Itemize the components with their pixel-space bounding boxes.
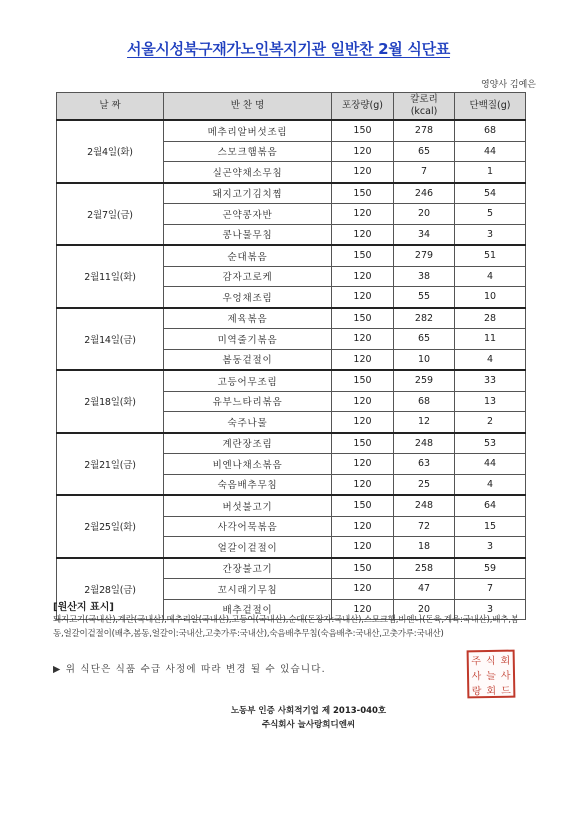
header-kcal-line1: 칼로리 [410,94,438,105]
pack-cell: 120 [332,579,394,600]
dish-cell: 제육볶음 [164,308,332,329]
pack-cell: 150 [332,370,394,391]
company-certification: 노동부 인증 사회적기업 제 2013-040호 [230,706,387,716]
pack-cell: 150 [332,183,394,204]
protein-cell: 5 [455,204,526,225]
menu-body [57,120,526,620]
pack-cell: 120 [332,474,394,495]
pack-cell: 120 [332,391,394,412]
stamp-char: 식 [485,655,496,668]
kcal-cell: 34 [394,224,455,245]
kcal-cell: 20 [394,204,455,225]
date-cell: 2월18일(화) [57,370,164,433]
pack-cell: 120 [332,204,394,225]
kcal-cell: 68 [394,391,455,412]
company-seal-stamp [467,650,516,699]
protein-cell: 64 [455,495,526,516]
kcal-cell: 248 [394,495,455,516]
date-cell: 2월14일(금) [57,308,164,371]
pack-cell: 120 [332,329,394,350]
pack-cell: 150 [332,495,394,516]
pack-cell: 150 [332,433,394,454]
pack-cell: 120 [332,141,394,162]
pack-cell: 120 [332,349,394,370]
origin-text: 돼지고기(국내산),계란(국내산),메추리알(국내산),고등어(국내산),순대(돈장자:국내산),스모크햄,비엔나(돈육,계육:국내산),배추,봄동,얼갈이겉절이(배추,봄동,얼갈이:국내산,고춧가루:국내산),숙음배추무침(숙음배추:국내산,고춧가루:국내산) [53,615,519,639]
pack-cell: 150 [332,308,394,329]
dish-cell: 돼지고기김치찜 [164,183,332,204]
menu-table [56,92,526,620]
protein-cell: 53 [455,433,526,454]
header-protein: 단백질(g) [455,93,526,121]
pack-cell: 120 [332,516,394,537]
kcal-cell: 258 [394,558,455,579]
dish-cell: 꼬시래기무침 [164,579,332,600]
protein-cell: 4 [455,474,526,495]
protein-cell: 33 [455,370,526,391]
protein-cell: 13 [455,391,526,412]
stamp-char: 사 [500,670,511,682]
kcal-cell: 38 [394,266,455,287]
kcal-cell: 25 [394,474,455,495]
protein-cell: 68 [455,120,526,141]
dish-cell: 실곤약채소무침 [164,162,332,183]
protein-cell: 15 [455,516,526,537]
kcal-cell: 72 [394,516,455,537]
stamp-char: 드 [501,685,511,697]
pack-cell: 120 [332,537,394,558]
protein-cell: 44 [455,454,526,475]
protein-cell: 44 [455,141,526,162]
dish-cell: 우엉채조림 [164,287,332,308]
dish-cell: 스모크햄볶음 [164,141,332,162]
header-kcal [394,93,455,121]
pack-cell: 120 [332,224,394,245]
dish-cell: 사각어묵볶음 [164,516,332,537]
protein-cell: 3 [455,224,526,245]
pack-cell: 120 [332,599,394,620]
kcal-cell: 278 [394,120,455,141]
protein-cell: 51 [455,245,526,266]
kcal-cell: 259 [394,370,455,391]
date-cell: 2월4일(화) [57,120,164,183]
date-cell: 2월11일(화) [57,245,164,308]
kcal-cell: 65 [394,141,455,162]
dish-cell: 곤약콩자반 [164,204,332,225]
pack-cell: 150 [332,120,394,141]
dish-cell: 배추겉절이 [164,599,332,620]
dish-cell: 유부느타리볶음 [164,391,332,412]
pack-cell: 120 [332,412,394,433]
pack-cell: 150 [332,245,394,266]
dish-cell: 비엔나채소볶음 [164,454,332,475]
stamp-char: 회 [500,655,511,667]
dish-cell: 순대볶음 [164,245,332,266]
pack-cell: 120 [332,162,394,183]
stamp-char: 회 [486,685,497,698]
kcal-cell: 7 [394,162,455,183]
protein-cell: 3 [455,599,526,620]
kcal-cell: 248 [394,433,455,454]
dish-cell: 숙음배추무침 [164,474,332,495]
protein-cell: 1 [455,162,526,183]
pack-cell: 150 [332,558,394,579]
dish-cell: 숙주나물 [164,412,332,433]
origin-title: [원산지 표시] [53,602,114,613]
kcal-cell: 20 [394,599,455,620]
table-header-row [57,93,526,121]
page-title: 서울시성북구재가노인복지기관 일반찬 2월 식단표 [127,40,450,58]
protein-cell: 7 [455,579,526,600]
pack-cell: 120 [332,287,394,308]
kcal-cell: 279 [394,245,455,266]
protein-cell: 11 [455,329,526,350]
pack-cell: 120 [332,266,394,287]
header-date: 날 짜 [57,93,164,121]
company-name: 주식회사 늘사랑희디엔씨 [261,720,356,730]
dish-cell: 콩나물무침 [164,224,332,245]
table-row [57,308,526,329]
dish-cell: 버섯불고기 [164,495,332,516]
kcal-cell: 12 [394,412,455,433]
dish-cell: 얼갈이겉절이 [164,537,332,558]
protein-cell: 3 [455,537,526,558]
protein-cell: 4 [455,349,526,370]
protein-cell: 28 [455,308,526,329]
stamp-char: 늘 [486,670,496,683]
table-row [57,245,526,266]
pack-cell: 120 [332,454,394,475]
protein-cell: 54 [455,183,526,204]
dish-cell: 고등어무조림 [164,370,332,391]
dish-cell: 계란장조림 [164,433,332,454]
kcal-cell: 282 [394,308,455,329]
dish-cell: 메추리알버섯조림 [164,120,332,141]
date-cell: 2월7일(금) [57,183,164,246]
date-cell: 2월28일(금) [57,558,164,620]
kcal-cell: 63 [394,454,455,475]
kcal-cell: 65 [394,329,455,350]
table-row [57,495,526,516]
kcal-cell: 55 [394,287,455,308]
header-dish: 반 찬 명 [164,93,332,121]
kcal-cell: 10 [394,349,455,370]
dish-cell: 감자고로케 [164,266,332,287]
table-row [57,120,526,141]
stamp-char: 사 [471,671,482,683]
header-pack: 포장량(g) [332,93,394,121]
table-row [57,183,526,204]
protein-cell: 2 [455,412,526,433]
dish-cell: 간장불고기 [164,558,332,579]
table-row [57,558,526,579]
date-cell: 2월21일(금) [57,433,164,496]
kcal-cell: 246 [394,183,455,204]
kcal-cell: 47 [394,579,455,600]
stamp-char: 랑 [471,686,482,698]
date-cell: 2월25일(화) [57,495,164,558]
notice-text: ▶ 위 식단은 식품 수급 사정에 따라 변경 될 수 있습니다. [53,664,326,675]
kcal-cell: 18 [394,537,455,558]
protein-cell: 4 [455,266,526,287]
dish-cell: 미역줄기볶음 [164,329,332,350]
table-row [57,370,526,391]
table-row [57,433,526,454]
stamp-char: 주 [471,656,482,668]
nutritionist-name: 영양사 김예은 [480,80,536,90]
header-kcal-line2: (kcal) [410,106,438,117]
protein-cell: 10 [455,287,526,308]
protein-cell: 59 [455,558,526,579]
dish-cell: 봄동겉절이 [164,349,332,370]
